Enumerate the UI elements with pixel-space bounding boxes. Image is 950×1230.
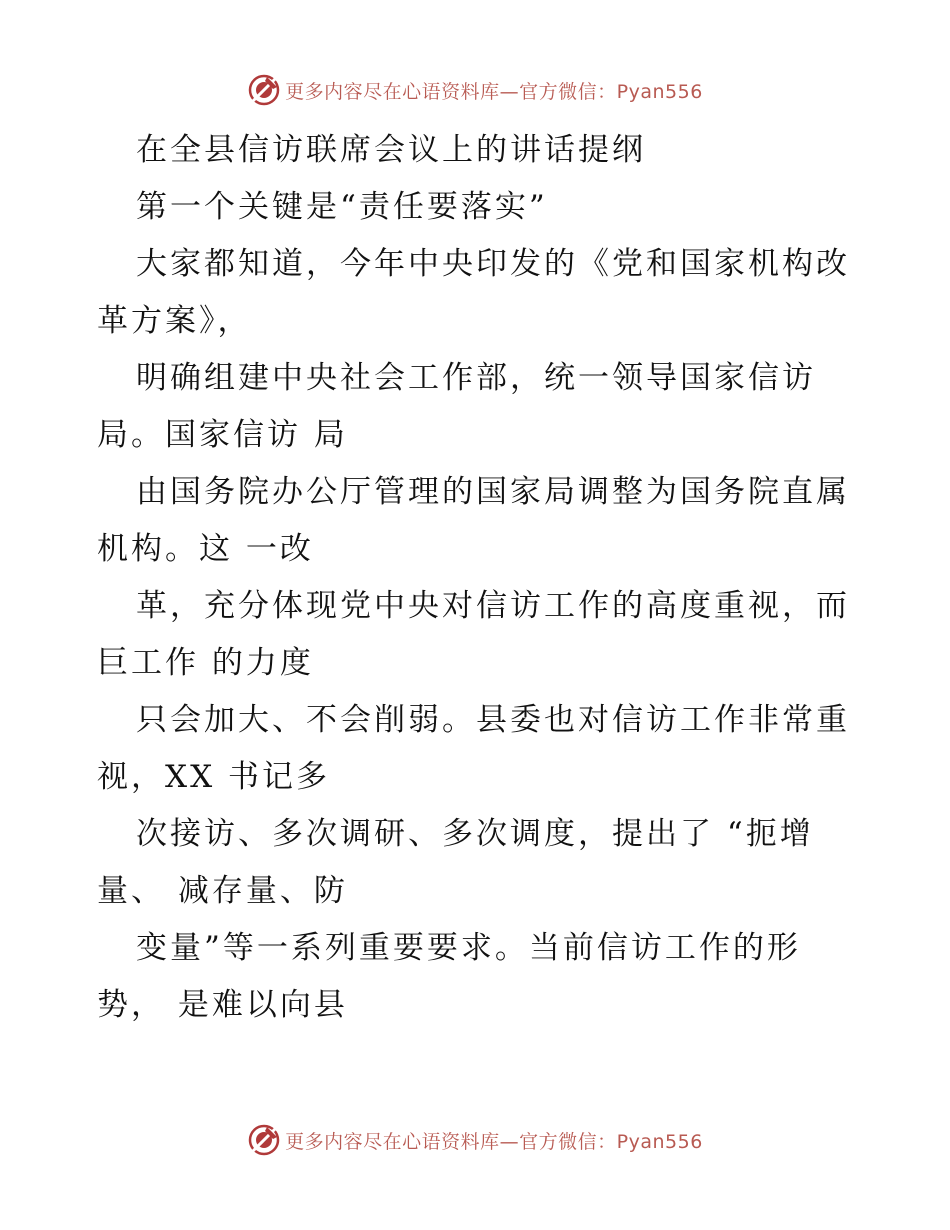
text-line: 革方案》，: [97, 303, 252, 339]
text-line: 第一个关键是“责任要落实”: [136, 189, 548, 225]
text-line: 只会加大、不会削弱。县委也对信访工作非常重: [136, 702, 850, 738]
footer-banner-text: 更多内容尽在心语资料库—官方微信：Pyan556: [285, 1130, 703, 1153]
text-line: 由国务院办公厅管理的国家局调整为国务院直属: [136, 474, 850, 510]
text-line: 机构。这 一改: [97, 531, 314, 567]
text-line: 明确组建中央社会工作部，统一领导国家信访: [136, 360, 816, 396]
logo-icon: [247, 1123, 281, 1157]
document-body: [97, 122, 857, 1034]
header-banner: [0, 70, 950, 110]
text-line: 量、 减存量、防: [97, 873, 348, 909]
text-line: 次接访、多次调研、多次调度，提出了 “扼增: [136, 816, 814, 852]
text-line: 大家都知道，今年中央印发的《党和国家机构改: [136, 246, 850, 282]
text-line: 局。国家信访 局: [97, 417, 348, 453]
footer-banner: [0, 1120, 950, 1160]
text-line: 在全县信访联席会议上的讲话提纲: [136, 132, 646, 168]
text-line: 巨工作 的力度: [97, 645, 314, 681]
logo-icon: [247, 73, 281, 107]
text-line: 视，XX 书记多: [97, 759, 330, 795]
text-line: 变量”等一系列重要要求。当前信访工作的形: [136, 930, 801, 966]
text-line: 势， 是难以向县: [97, 987, 348, 1023]
header-banner-text: 更多内容尽在心语资料库—官方微信：Pyan556: [285, 80, 703, 103]
text-line: 革，充分体现党中央对信访工作的高度重视，而: [136, 588, 850, 624]
